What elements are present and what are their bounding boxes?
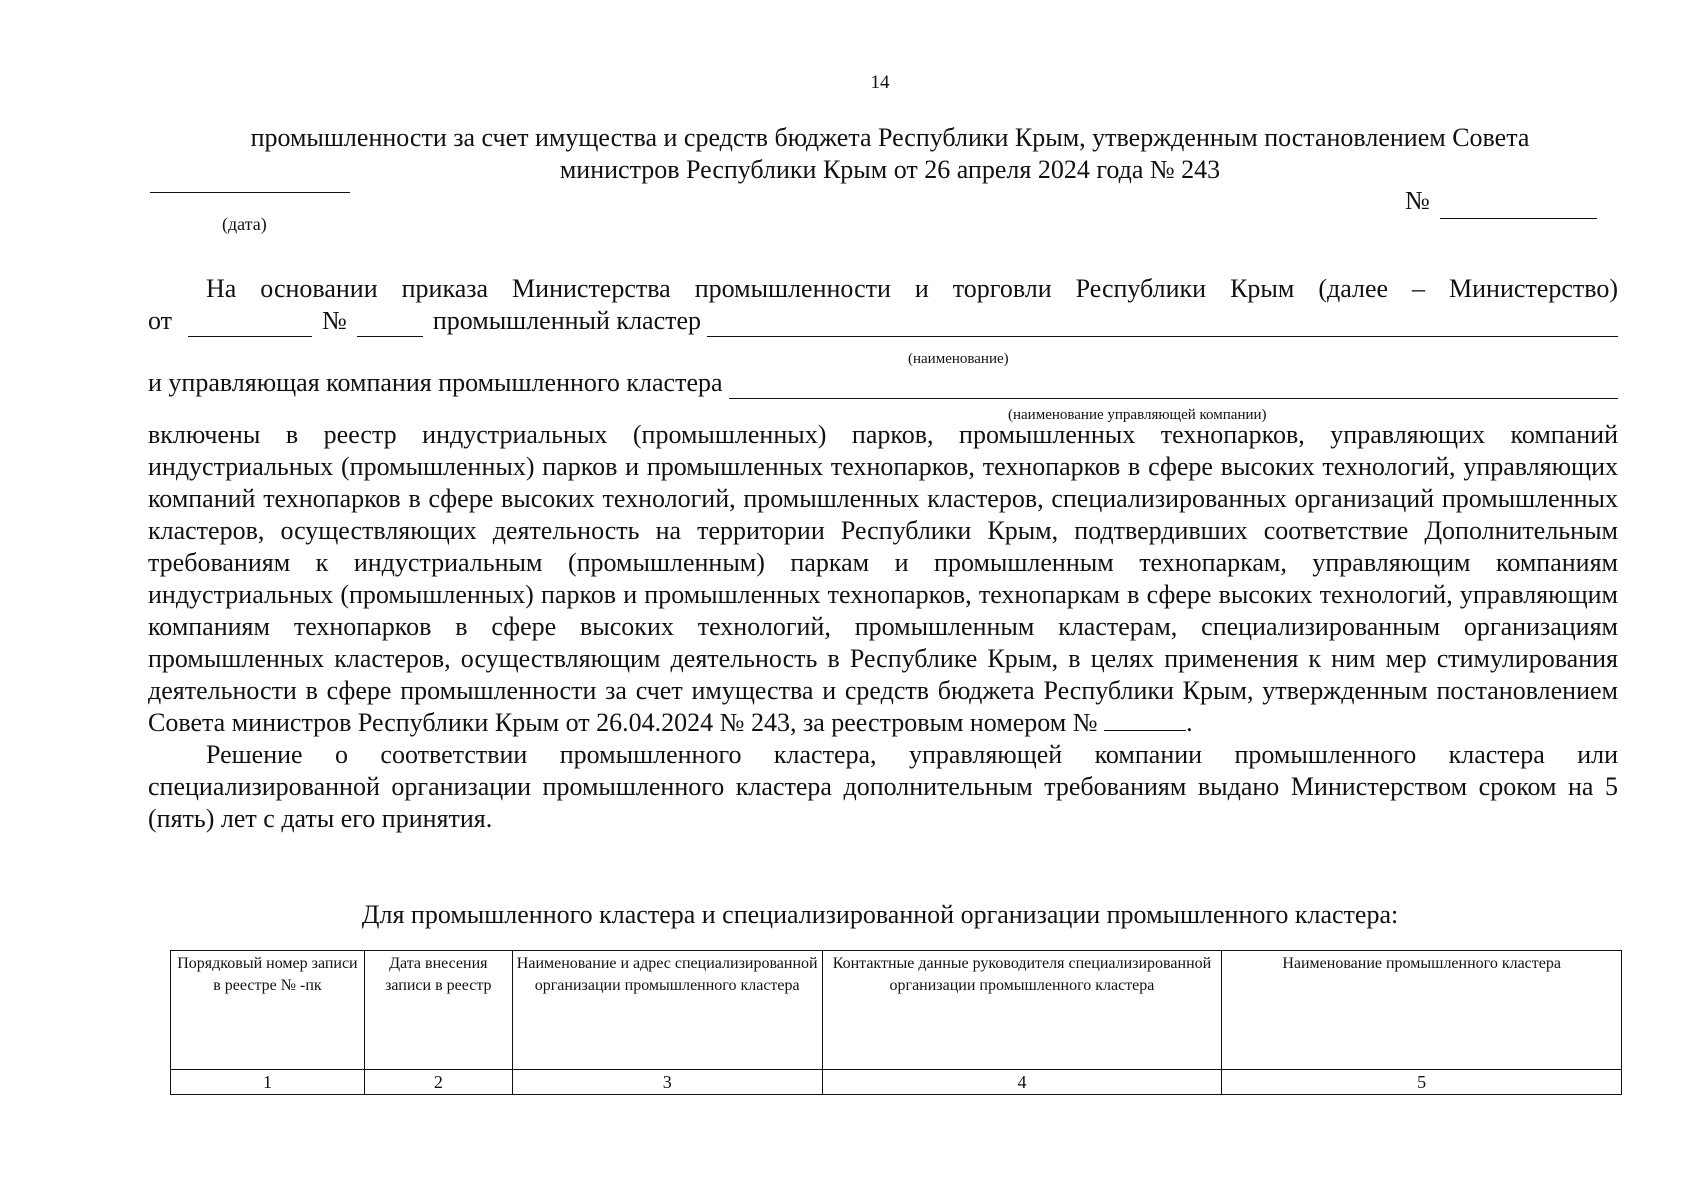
- order-number-field[interactable]: [357, 312, 423, 337]
- company-caption: (наименование управляющей компании): [1008, 407, 1267, 423]
- header-text: [150, 122, 1630, 186]
- order-details-row: [148, 305, 1618, 337]
- table-row: [171, 1070, 1622, 1095]
- company-label: и управляющая компания промышленного кластера: [148, 368, 723, 397]
- table-header-row: [171, 951, 1622, 1070]
- name-caption-row: [148, 337, 1618, 367]
- from-label: от: [148, 306, 173, 335]
- name-caption: (наименование): [908, 351, 1009, 367]
- header-line-1: промышленности за счет имущества и средств бюджета Республики Крым, утвержденным постановлением Совета: [250, 123, 1530, 152]
- header-organization-name-address: Наименование и адрес специализированной организации промышленного кластера: [512, 951, 822, 1070]
- header-entry-date: Дата внесения записи в реестр: [364, 951, 512, 1070]
- company-name-field[interactable]: [729, 374, 1618, 399]
- column-number-3: 3: [512, 1070, 822, 1095]
- order-number-label: №: [322, 306, 347, 335]
- registry-table: [170, 950, 1622, 1095]
- paragraph-2: Решение о соответствии промышленного кластера, управляющей компании промышленного кластера или специализированной организации промышленного кластера дополнительным требованиям выдано Министерством сроком на 5 (пять) лет с даты его принятия.: [148, 740, 1618, 833]
- company-caption-row: [148, 399, 1618, 423]
- header-cluster-name: Наименование промышленного кластера: [1222, 951, 1622, 1070]
- header-record-number: Порядковый номер записи в реестре № -пк: [171, 951, 365, 1070]
- paragraph-1-body-text: включены в реестр индустриальных (промышленных) парков, промышленных технопарков, управляющих компаний индустриальных (промышленных) парков и промышленных технопарков, технопарков в сфере высоких технологий, управляющих компаний технопарков в сфере высоких технологий, промышленных кластеров, специализированных организаций промышленных кластеров, осуществляющих деятельность на территории Республики Крым, подтвердивших соответствие Дополнительным требованиям к индустриальным (промышленным) паркам и промышленным технопаркам, управляющим компаниям индустриальных (промышленных) парков и промышленных технопарков, технопаркам в сфере высоких технологий, управляющим компаниям технопарков в сфере высоких технологий, промышленным кластерам, специализированным организациям промышленных кластеров, осуществляющим деятельность в Республике Крым, в целях применения к ним мер стимулирования деятельности в сфере промышленности за счет имущества и средств бюджета Республики Крым, утвержденным постановлением Совета министров Республики Крым от 26.04.2024 № 243, за реестровым номером №: [148, 420, 1618, 737]
- order-date-field[interactable]: [188, 312, 312, 337]
- page-number: 14: [870, 72, 890, 93]
- column-number-5: 5: [1222, 1070, 1622, 1095]
- table-heading: Для промышленного кластера и специализированной организации промышленного кластера:: [361, 900, 1399, 929]
- date-caption: (дата): [222, 214, 267, 234]
- registry-number-field[interactable]: [1104, 708, 1186, 731]
- column-number-2: 2: [364, 1070, 512, 1095]
- column-number-4: 4: [822, 1070, 1222, 1095]
- header-line-2: министров Республики Крым от 26 апреля 2024 года № 243: [559, 155, 1221, 184]
- cluster-name-field[interactable]: [707, 312, 1618, 337]
- paragraph-1-body: [148, 419, 1618, 739]
- paragraph-1-end: .: [1186, 708, 1193, 737]
- column-number-1: 1: [171, 1070, 365, 1095]
- header-head-contacts: Контактные данные руководителя специализированной организации промышленного кластера: [822, 951, 1222, 1070]
- cluster-label: промышленный кластер: [432, 306, 702, 335]
- company-row: [148, 367, 1618, 399]
- document-number-label: №: [1405, 186, 1430, 215]
- date-field[interactable]: [150, 192, 350, 193]
- document-number-field[interactable]: [1440, 218, 1597, 219]
- paragraph-1-line-1: На основании приказа Министерства промышленности и торговли Республики Крым (далее – Министерство): [206, 274, 1618, 303]
- main-text: [148, 273, 1618, 835]
